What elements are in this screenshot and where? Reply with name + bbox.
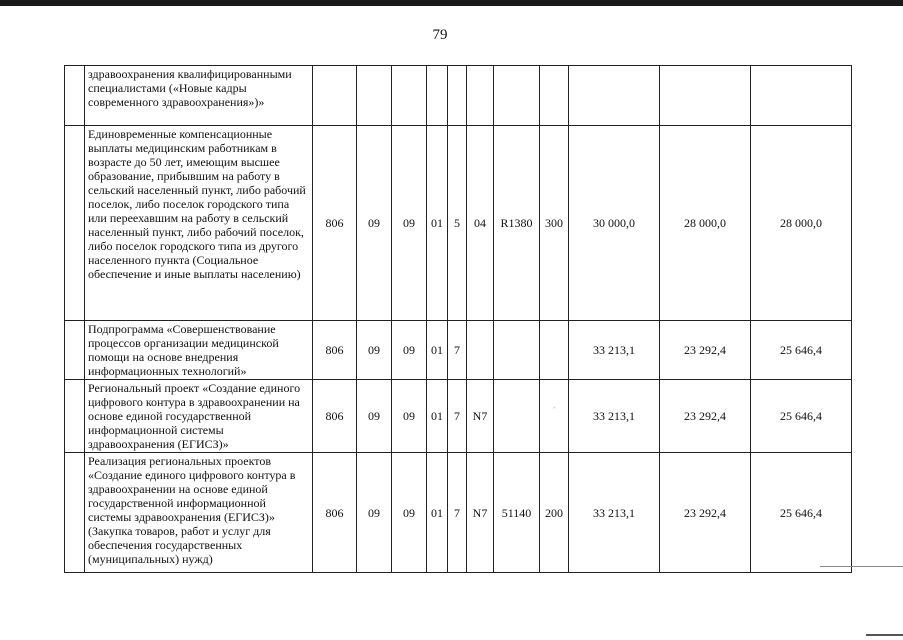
row-description: Единовременные компенсационные выплаты медицинским работникам в возрасте до 50 лет, имеющим высшее образование, прибывшим на работу в сельский населенный пункт, либо рабочий поселок, либо поселок городского типа или переехавшим на работу в сельский населенный пункт, либо рабочий поселок, либо поселок городского типа из другого населенного пункта (Социальное обеспечение и иные выплаты населению) xyxy=(85,126,313,321)
code-admin-cell: 806 xyxy=(313,126,357,321)
code-direction-cell xyxy=(494,380,540,453)
row-description: здравоохранения квалифицированными специалистами («Новые кадры современного здравоохранения»)» xyxy=(85,66,313,126)
amount-year-2-cell: 23 292,4 xyxy=(660,321,751,380)
code-project-cell xyxy=(467,66,494,126)
row-number-cell xyxy=(65,321,85,380)
code-subprogram-cell: 5 xyxy=(448,126,467,321)
budget-table-body xyxy=(65,66,852,573)
code-program-cell: 01 xyxy=(427,380,448,453)
budget-table xyxy=(64,65,852,573)
code-expense-type-cell: 300 xyxy=(540,126,569,321)
page-number: 79 xyxy=(432,27,448,43)
amount-year-3-cell xyxy=(751,66,852,126)
amount-year-3-cell: 25 646,4 xyxy=(751,453,852,573)
amount-year-1-cell: 33 213,1 xyxy=(569,321,660,380)
code-direction-cell xyxy=(494,321,540,380)
code-section-cell xyxy=(357,66,392,126)
code-expense-type-cell: 200 xyxy=(540,453,569,573)
code-direction-cell: R1380 xyxy=(494,126,540,321)
code-program-cell: 01 xyxy=(427,321,448,380)
code-section-cell: 09 xyxy=(357,321,392,380)
amount-year-1-cell: 33 213,1 xyxy=(569,380,660,453)
row-description: Реализация региональных проектов «Создание единого цифрового контура в здравоохранении на основе единой государственной информационной системы здравоохранения (ЕГИСЗ)» (Закупка товаров, работ и услуг для обеспечения государственных (муниципальных) нужд) xyxy=(85,453,313,573)
scan-speck: ˆ xyxy=(553,406,556,415)
code-subprogram-cell: 7 xyxy=(448,321,467,380)
table-row xyxy=(65,126,852,321)
code-section-cell: 09 xyxy=(357,380,392,453)
amount-year-3-cell: 25 646,4 xyxy=(751,321,852,380)
row-number-cell xyxy=(65,126,85,321)
table-row xyxy=(65,453,852,573)
amount-year-1-cell: 30 000,0 xyxy=(569,126,660,321)
code-program-cell: 01 xyxy=(427,126,448,321)
amount-year-2-cell: 23 292,4 xyxy=(660,453,751,573)
code-expense-type-cell xyxy=(540,380,569,453)
amount-year-3-cell: 28 000,0 xyxy=(751,126,852,321)
table-row xyxy=(65,66,852,126)
code-direction-cell: 51140 xyxy=(494,453,540,573)
code-admin-cell: 806 xyxy=(313,321,357,380)
row-description: Региональный проект «Создание единого цифрового контура в здравоохранении на основе единой государственной информационной системы здравоохранения (ЕГИСЗ)» xyxy=(85,380,313,453)
code-program-cell: 01 xyxy=(427,453,448,573)
code-project-cell: N7 xyxy=(467,380,494,453)
code-project-cell: N7 xyxy=(467,453,494,573)
amount-year-2-cell: 28 000,0 xyxy=(660,126,751,321)
code-subsection-cell: 09 xyxy=(392,321,427,380)
amount-year-1-cell: 33 213,1 xyxy=(569,453,660,573)
code-project-cell: 04 xyxy=(467,126,494,321)
code-admin-cell xyxy=(313,66,357,126)
bottom-corner-mark xyxy=(866,634,903,636)
amount-year-2-cell: 23 292,4 xyxy=(660,380,751,453)
table-row xyxy=(65,380,852,453)
code-subprogram-cell xyxy=(448,66,467,126)
row-number-cell xyxy=(65,380,85,453)
code-subsection-cell xyxy=(392,66,427,126)
row-description: Подпрограмма «Совершенствование процессов организации медицинской помощи на основе внедрения информационных технологий» xyxy=(85,321,313,380)
amount-year-1-cell xyxy=(569,66,660,126)
code-subsection-cell: 09 xyxy=(392,380,427,453)
code-subsection-cell: 09 xyxy=(392,126,427,321)
code-project-cell xyxy=(467,321,494,380)
code-expense-type-cell xyxy=(540,321,569,380)
code-program-cell xyxy=(427,66,448,126)
code-subsection-cell: 09 xyxy=(392,453,427,573)
bottom-rule xyxy=(820,566,903,567)
code-subprogram-cell: 7 xyxy=(448,380,467,453)
row-number-cell xyxy=(65,66,85,126)
code-section-cell: 09 xyxy=(357,126,392,321)
code-section-cell: 09 xyxy=(357,453,392,573)
row-number-cell xyxy=(65,453,85,573)
code-admin-cell: 806 xyxy=(313,453,357,573)
top-border-bar xyxy=(0,0,903,6)
code-expense-type-cell xyxy=(540,66,569,126)
code-subprogram-cell: 7 xyxy=(448,453,467,573)
amount-year-3-cell: 25 646,4 xyxy=(751,380,852,453)
code-direction-cell xyxy=(494,66,540,126)
table-row xyxy=(65,321,852,380)
amount-year-2-cell xyxy=(660,66,751,126)
code-admin-cell: 806 xyxy=(313,380,357,453)
